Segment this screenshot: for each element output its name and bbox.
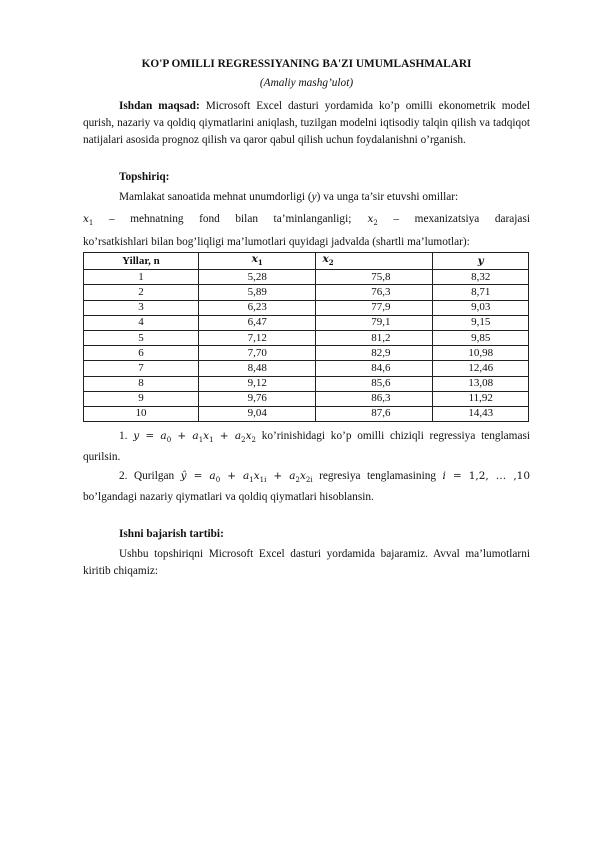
cell-year: 9 xyxy=(84,391,199,406)
x1-symbol: $x_1$ xyxy=(83,213,94,228)
goal-text: Microsoft Excel dasturi yordamida ko’p omilli ekonometrik model qurish, nazariy va qoldiq qiymatlarini aniqlash, tuzilgan modelni iqtisodiy talqin qilish va tadqiqot natijalari asosida prognoz qilish va qaror qabul qilish uchun foydalanishni o’rganish. xyxy=(83,100,531,146)
header-x2: $x_2$ xyxy=(316,253,433,270)
cell-year: 5 xyxy=(84,330,199,345)
cell-x2: 87,6 xyxy=(316,406,433,421)
cell-x2: 76,3 xyxy=(316,285,433,300)
regression-equation: $y = a_0 + a_1x_1 + a_2x_2$ xyxy=(133,430,256,445)
cell-x2: 81,2 xyxy=(316,330,433,345)
cell-year: 8 xyxy=(84,376,199,391)
document-subtitle: (Amaliy mashg’ulot) xyxy=(259,77,354,89)
table-row xyxy=(84,300,529,315)
cell-x1: 8,48 xyxy=(198,361,316,376)
cell-x1: 6,47 xyxy=(198,315,316,330)
cell-y: 12,46 xyxy=(433,361,529,376)
table-body xyxy=(84,270,529,422)
x2-symbol: $x_2$ xyxy=(351,213,378,228)
table-row xyxy=(84,330,529,345)
index-i: i xyxy=(442,470,446,483)
cell-year: 10 xyxy=(84,406,199,421)
variables-line-1 xyxy=(83,211,530,232)
header-y: y xyxy=(433,253,529,270)
var-y: y xyxy=(311,191,317,203)
table-row xyxy=(84,376,529,391)
cell-x2: 79,1 xyxy=(316,315,433,330)
cell-x2: 75,8 xyxy=(316,270,433,285)
cell-x1: 6,23 xyxy=(198,300,316,315)
header-x1: $x_1$ xyxy=(198,253,316,270)
cell-x1: 7,70 xyxy=(198,346,316,361)
document-title: KO'P OMILLI REGRESSIYANING BA'ZI UMUMLASHMALARI xyxy=(141,58,472,70)
x1-description: – mehnatning fond bilan ta’minlanganligi; xyxy=(93,213,352,225)
index-range: = 1,2, … ,10 xyxy=(445,470,531,483)
cell-year: 1 xyxy=(84,270,199,285)
cell-x2: 77,9 xyxy=(316,300,433,315)
cell-y: 14,43 xyxy=(433,406,529,421)
cell-x1: 9,12 xyxy=(198,376,316,391)
procedure-text: Ushbu topshiriqni Microsoft Excel dasturi yordamida bajaramiz. Avval ma’lumotlarni kiritib chiqamiz: xyxy=(83,548,530,578)
cell-year: 7 xyxy=(84,361,199,376)
goal-paragraph xyxy=(83,98,530,149)
item-1-line: 1. $y = a_0 + a_1x_1 + a_2x_2$ ko’rinishidagi ko’p omilli chiziqli regressiya tenglamasi qurilsin. xyxy=(83,430,531,464)
cell-y: 8,71 xyxy=(433,285,529,300)
cell-y: 9,03 xyxy=(433,300,529,315)
table-row xyxy=(84,391,529,406)
cell-y: 13,08 xyxy=(433,376,529,391)
cell-year: 6 xyxy=(84,346,199,361)
cell-y: 8,32 xyxy=(433,270,529,285)
table-row xyxy=(84,361,529,376)
cell-year: 2 xyxy=(84,285,199,300)
table-row xyxy=(84,346,529,361)
document-page xyxy=(83,56,530,580)
cell-x1: 7,12 xyxy=(198,330,316,345)
cell-x1: 9,04 xyxy=(198,406,316,421)
header-years: Yillar, n xyxy=(84,253,199,270)
cell-x2: 85,6 xyxy=(316,376,433,391)
procedure-heading: Ishni bajarish tartibi: xyxy=(119,528,224,541)
cell-x2: 86,3 xyxy=(316,391,433,406)
cell-y: 9,15 xyxy=(433,315,529,330)
table-row xyxy=(84,406,529,421)
cell-year: 3 xyxy=(84,300,199,315)
cell-x1: 5,89 xyxy=(198,285,316,300)
goal-label: Ishdan maqsad: xyxy=(119,100,200,112)
task-heading: Topshiriq: xyxy=(119,171,170,183)
task-intro: Mamlakat sanoatida mehnat unumdorligi (y) va unga ta’sir etuvshi omillar: xyxy=(119,191,459,203)
cell-y: 9,85 xyxy=(433,330,529,345)
cell-y: 10,98 xyxy=(433,346,529,361)
cell-x2: 82,9 xyxy=(316,346,433,361)
cell-y: 11,92 xyxy=(433,391,529,406)
cell-year: 4 xyxy=(84,315,199,330)
x2-description: – mexanizatsiya darajasi xyxy=(377,213,530,225)
cell-x1: 5,28 xyxy=(198,270,316,285)
item-2: 2. Qurilgan ŷ = $a_0 + a_1x_{1i} + a_2x_{2i}$ regresiya tenglamasining i = 1,2, … ,10 bo’lgandagi nazariy qiymatlari va qoldiq qiymatlari hisoblansin. xyxy=(83,470,531,504)
cell-x1: 9,76 xyxy=(198,391,316,406)
table-header-row xyxy=(84,253,529,270)
table-row xyxy=(84,285,529,300)
fitted-equation: ŷ = $a_0 + a_1x_{1i} + a_2x_{2i}$ xyxy=(180,470,313,485)
data-table xyxy=(83,252,529,422)
variables-line-2: ko’rsatkishlari bilan bog’liqligi ma’lumotlari quyidagi jadvalda (shartli ma’lumotlar): xyxy=(83,236,470,249)
cell-x2: 84,6 xyxy=(316,361,433,376)
table-row xyxy=(84,315,529,330)
table-row xyxy=(84,270,529,285)
